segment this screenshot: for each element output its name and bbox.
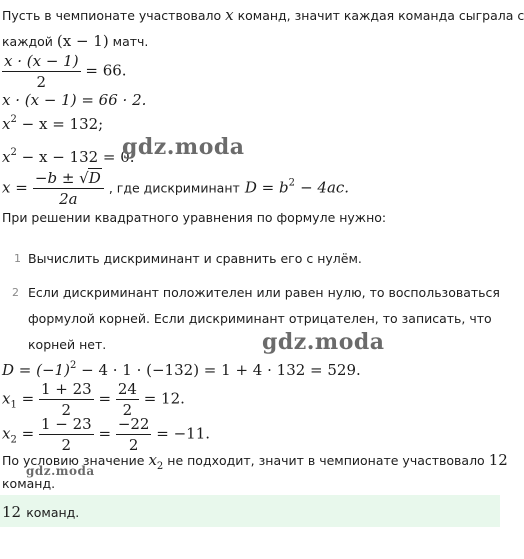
intro-line-2: каждой (x − 1) матч. [2, 32, 149, 50]
var-x: x [225, 6, 234, 24]
step-2-text-line-1: Если дискриминант положителен или равен нулю, то воспользоваться [28, 285, 500, 300]
step-number: 1 [14, 252, 21, 265]
quadratic-formula: x = $\frac{-b \pm √D}{2a}$ , где дискриминант $D = b^2 - 4ac$. [2, 169, 350, 208]
step-2-text-line-3: корней нет. [28, 337, 107, 352]
answer-box [0, 495, 500, 527]
solve-intro: При решении квадратного уравнения по формуле нужно: [2, 210, 387, 225]
fraction: $\frac{24}{2}$ [117, 380, 137, 419]
step-number: 2 [12, 286, 19, 299]
watermark: gdz.moda [26, 464, 95, 478]
fraction: $\frac{1 - 23}{2}$ [40, 415, 92, 454]
root-x1: $x_1$ = $\frac{1 + 23}{2}$ = $\frac{24}{2}$ = 12. [2, 380, 185, 419]
answer-number: 12 [2, 503, 22, 521]
equation-4: $x^2 - x - 132 = 0$. [2, 147, 135, 166]
expr-x-minus-1: (x − 1) [56, 32, 109, 50]
conclusion-line-1: По условию значение $x_2$ не подходит, значит в чемпионате участвовало 12 [2, 451, 508, 472]
equation-1: $\frac{x \cdot (x - 1)}{2}$ = 66. [4, 52, 127, 91]
intro-line-1: Пусть в чемпионате участвовало x команд, значит каждая команда сыграла с [2, 6, 524, 24]
equation-2: x · (x − 1) = 66 · 2. [2, 91, 147, 109]
fraction: $\frac{-b \pm √D}{2a}$ [33, 168, 104, 208]
conclusion-line-2: команд. [2, 476, 56, 491]
fraction: $\frac{x \cdot (x - 1)}{2}$ [4, 52, 79, 91]
fraction: $\frac{1 + 23}{2}$ [40, 380, 92, 419]
step-1-text: Вычислить дискриминант и сравнить его с нулём. [28, 251, 362, 266]
answer-text: команд. [26, 505, 80, 520]
equation-3: $x^2 - x = 132$; [2, 114, 104, 133]
watermark: gdz.moda [122, 134, 245, 160]
step-2-text-line-2: формулой корней. Если дискриминант отрицателен, то записать, что [28, 311, 492, 326]
watermark: gdz.moda [262, 329, 385, 355]
discriminant-calculation: $D = (-1)^2 - 4 \cdot 1 \cdot (-132) = 1 + 4 \cdot 132 = 529$. [2, 360, 361, 379]
root-x2: $x_2$ = $\frac{1 - 23}{2}$ = $\frac{-22}{2}$ = −11. [2, 415, 211, 454]
fraction: $\frac{-22}{2}$ [117, 415, 150, 454]
